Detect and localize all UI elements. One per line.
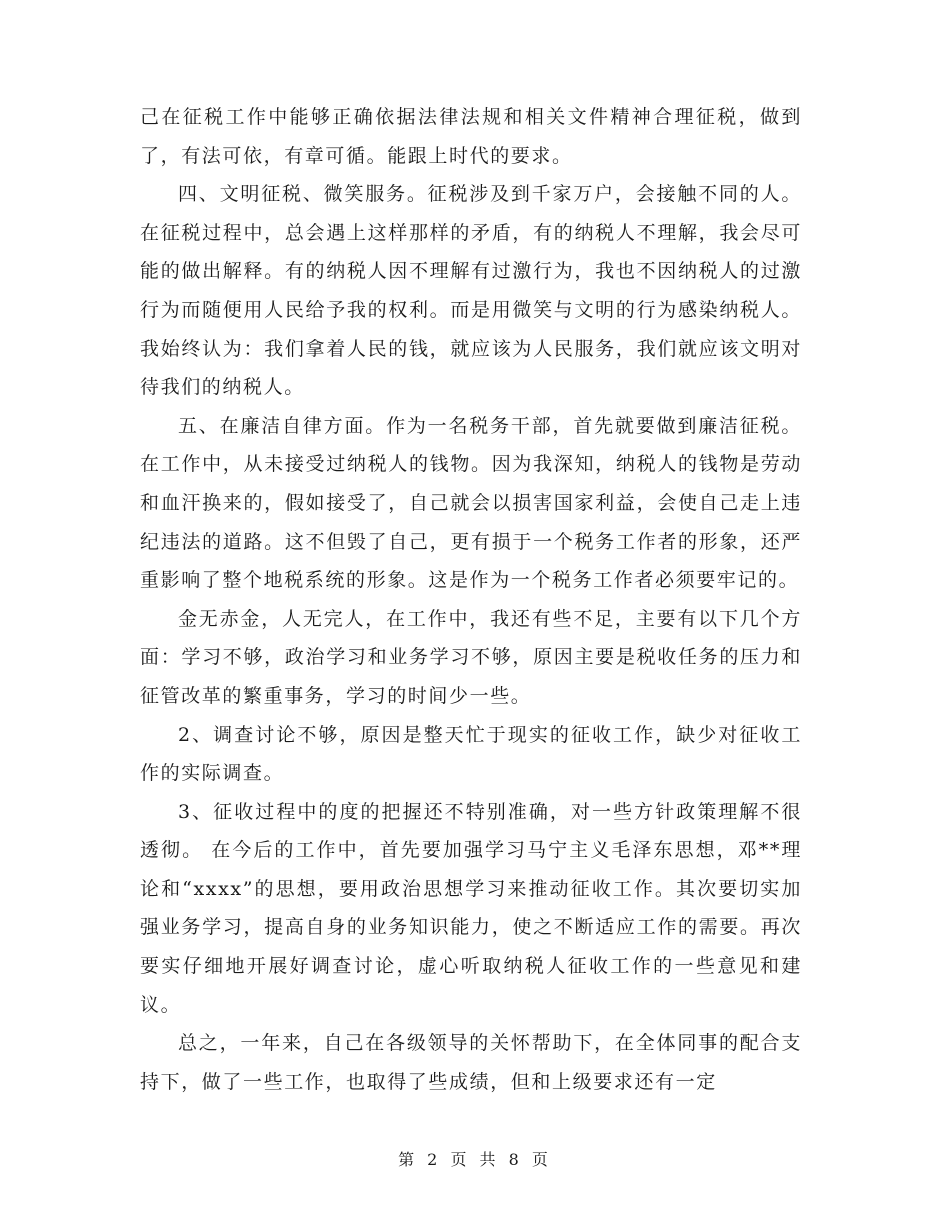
paragraph-continuation: 己在征税工作中能够正确依据法律法规和相关文件精神合理征税，做到了，有法可依，有章可循。能跟上时代的要求。 <box>140 106 802 167</box>
paragraph-investigation: 2、调查讨论不够，原因是整天忙于现实的征收工作，缺少对征收工作的实际调查。 <box>140 723 802 785</box>
paragraph-conclusion: 总之，一年来，自己在各级领导的关怀帮助下，在全体同事的配合支持下，做了一些工作，也取得了些成绩，但和上级要求还有一定 <box>140 1032 802 1093</box>
page-number-footer: 第 2 页 共 8 页 <box>398 1150 552 1169</box>
paragraph-policy-grasp: 3、征收过程中的度的把握还不特别准确，对一些方针政策理解不很透彻。 在今后的工作中，首先要加强学习马宁主义毛泽东思想，邓**理论和“xxxx”的思想，要用政治思想学习来推动征收工作。其次要切实加强业务学习，提高自身的业务知识能力，使之不断适应工作的需要。再次要实仔细地开展好调查讨论，虚心听取纳税人征收工作的一些意见和建议。 <box>140 800 802 1016</box>
document-body <box>140 98 802 1101</box>
paragraph-civilized-service: 四、文明征税、微笑服务。征税涉及到千家万户，会接触不同的人。在征税过程中，总会遇上这样那样的矛盾，有的纳税人不理解，我会尽可能的做出解释。有的纳税人因不理解有过激行为，我也不因纳税人的过激行为而随便用人民给予我的权利。而是用微笑与文明的行为感染纳税人。我始终认为：我们拿着人民的钱，就应该为人民服务，我们就应该文明对待我们的纳税人。 <box>140 183 802 399</box>
paragraph-integrity: 五、在廉洁自律方面。作为一名税务干部，首先就要做到廉洁征税。在工作中，从未接受过纳税人的钱物。因为我深知，纳税人的钱物是劳动和血汗换来的，假如接受了，自己就会以损害国家利益，会使自己走上违纪违法的道路。这不但毁了自己，更有损于一个税务工作者的形象，还严重影响了整个地税系统的形象。这是作为一个税务工作者必须要牢记的。 <box>140 414 802 592</box>
paragraph-shortcomings: 金无赤金，人无完人，在工作中，我还有些不足，主要有以下几个方面：学习不够，政治学习和业务学习不够，原因主要是税收任务的压力和征管改革的繁重事务，学习的时间少一些。 <box>140 607 802 707</box>
